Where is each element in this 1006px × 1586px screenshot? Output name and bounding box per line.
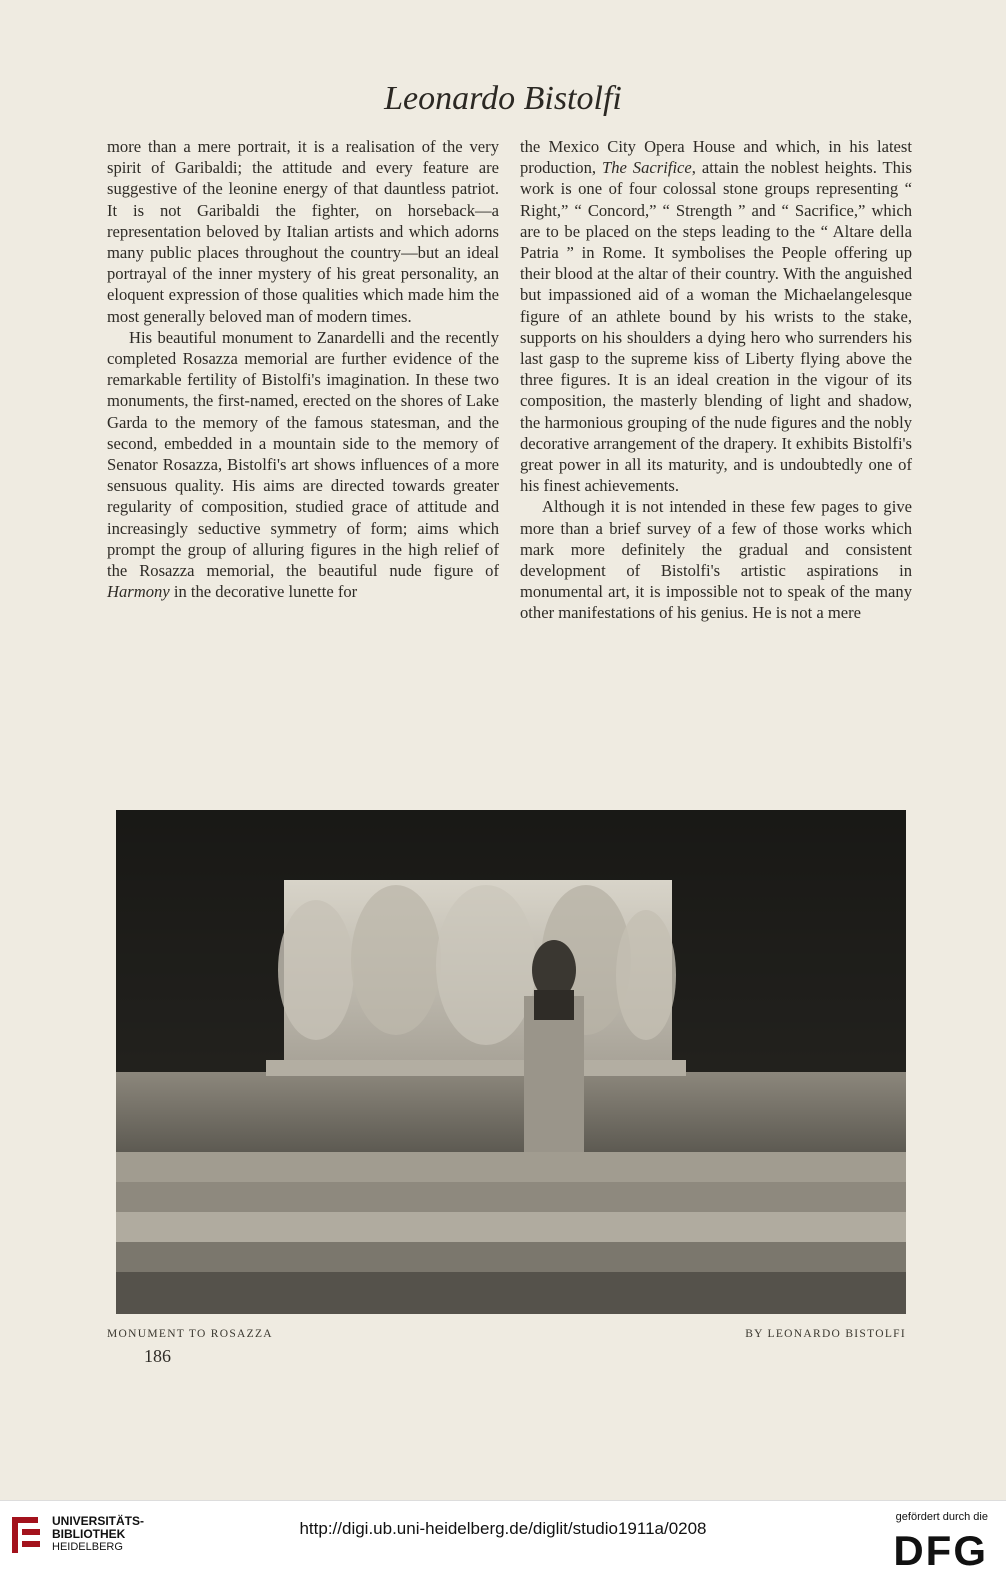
caption-right: BY LEONARDO BISTOLFI xyxy=(745,1328,906,1340)
paragraph xyxy=(520,136,912,496)
monument-illustration xyxy=(116,810,906,1314)
paragraph-text: in the decorative lunette for xyxy=(169,582,358,602)
page-number: 186 xyxy=(144,1346,171,1366)
source-url[interactable]: http://digi.ub.uni-heidelberg.de/diglit/studio1911a/0208 xyxy=(299,1519,707,1538)
dfg-logo: DFG xyxy=(893,1527,988,1574)
monument-photograph xyxy=(116,810,906,1314)
paragraph-text: His beautiful monument to Zanardelli and the recently completed Rosazza memorial are further evidence of the remarkable fertility of Bistolfi's imagination. In these two monuments, the first-named, erected on the shores of Lake Garda to the memory of the famous statesman, and the second, embedded in a mountain side to the memory of Senator Rosazza, Bistolfi's art shows influences of a more sensuous quality. His aims are directed towards greater regularity of composition, studied grace of attitude and increasingly seductive symmetry of form; aims which prompt the group of alluring figures in the high relief of the Rosazza memorial, the beautiful nude figure of xyxy=(107,327,499,581)
paragraph: more than a mere portrait, it is a realisation of the very spirit of Garibaldi; the attitude and every feature are suggestive of the leonine energy of that dauntless patriot. It is not Garibaldi the fighter, on horseback—a representation beloved by Italian artists and which adorns many public places throughout the country—but an ideal portrayal of the inner mystery of his great personality, an eloquent expression of those qualities which made him the most generally beloved man of modern times. xyxy=(107,137,499,326)
library-line: BIBLIOTHEK xyxy=(52,1527,126,1541)
running-header: Leonardo Bistolfi xyxy=(384,80,622,117)
library-line: UNIVERSITÄTS- xyxy=(52,1514,145,1528)
funded-by-text: gefördert durch die xyxy=(895,1511,988,1523)
left-column xyxy=(107,136,499,602)
paragraph xyxy=(107,327,499,603)
footer-bar xyxy=(0,1500,1006,1586)
paragraph-text: , attain the noblest heights. This work is one of four colossal stone groups representing “ Right,” “ Concord,” “ Strength ” and “ Sacrifice,” which are to be placed on the steps leading to the “ Altare della Patria ” in Rome. It symbolises the People offering up their blood at the altar of their country. With the anguished but impassioned aid of a woman the Michaelangelesque figure of an athlete bound by his wrists to the stake, supports on his shoulders a dying hero who surrenders his last gasp to the supreme kiss of Liberty flying above the three figures. It is an ideal creation in the vigour of its composition, the masterly blending of light and shadow, the harmonious grouping of the nude figures and the nobly decorative arrangement of the drapery. It exhibits Bistolfi's great power in all its maturity, and is undoubtedly one of his finest achievements. xyxy=(520,158,912,496)
italic-title: Harmony xyxy=(107,582,170,602)
caption-left: MONUMENT TO ROSAZZA xyxy=(107,1328,273,1340)
paragraph-text: the Mexico City Opera House and which, in his latest production, xyxy=(520,137,912,178)
paragraph: Although it is not intended in these few pages to give more than a brief survey of a few of those works which mark more definitely the gradual and consistent development of Bistolfi's artistic aspirations in monumental art, it is impossible not to speak of the many other manifestations of his genius. He is not a mere xyxy=(520,497,912,623)
italic-title: The Sacrifice xyxy=(601,158,692,178)
library-line: HEIDELBERG xyxy=(52,1541,123,1553)
right-column xyxy=(520,136,912,624)
